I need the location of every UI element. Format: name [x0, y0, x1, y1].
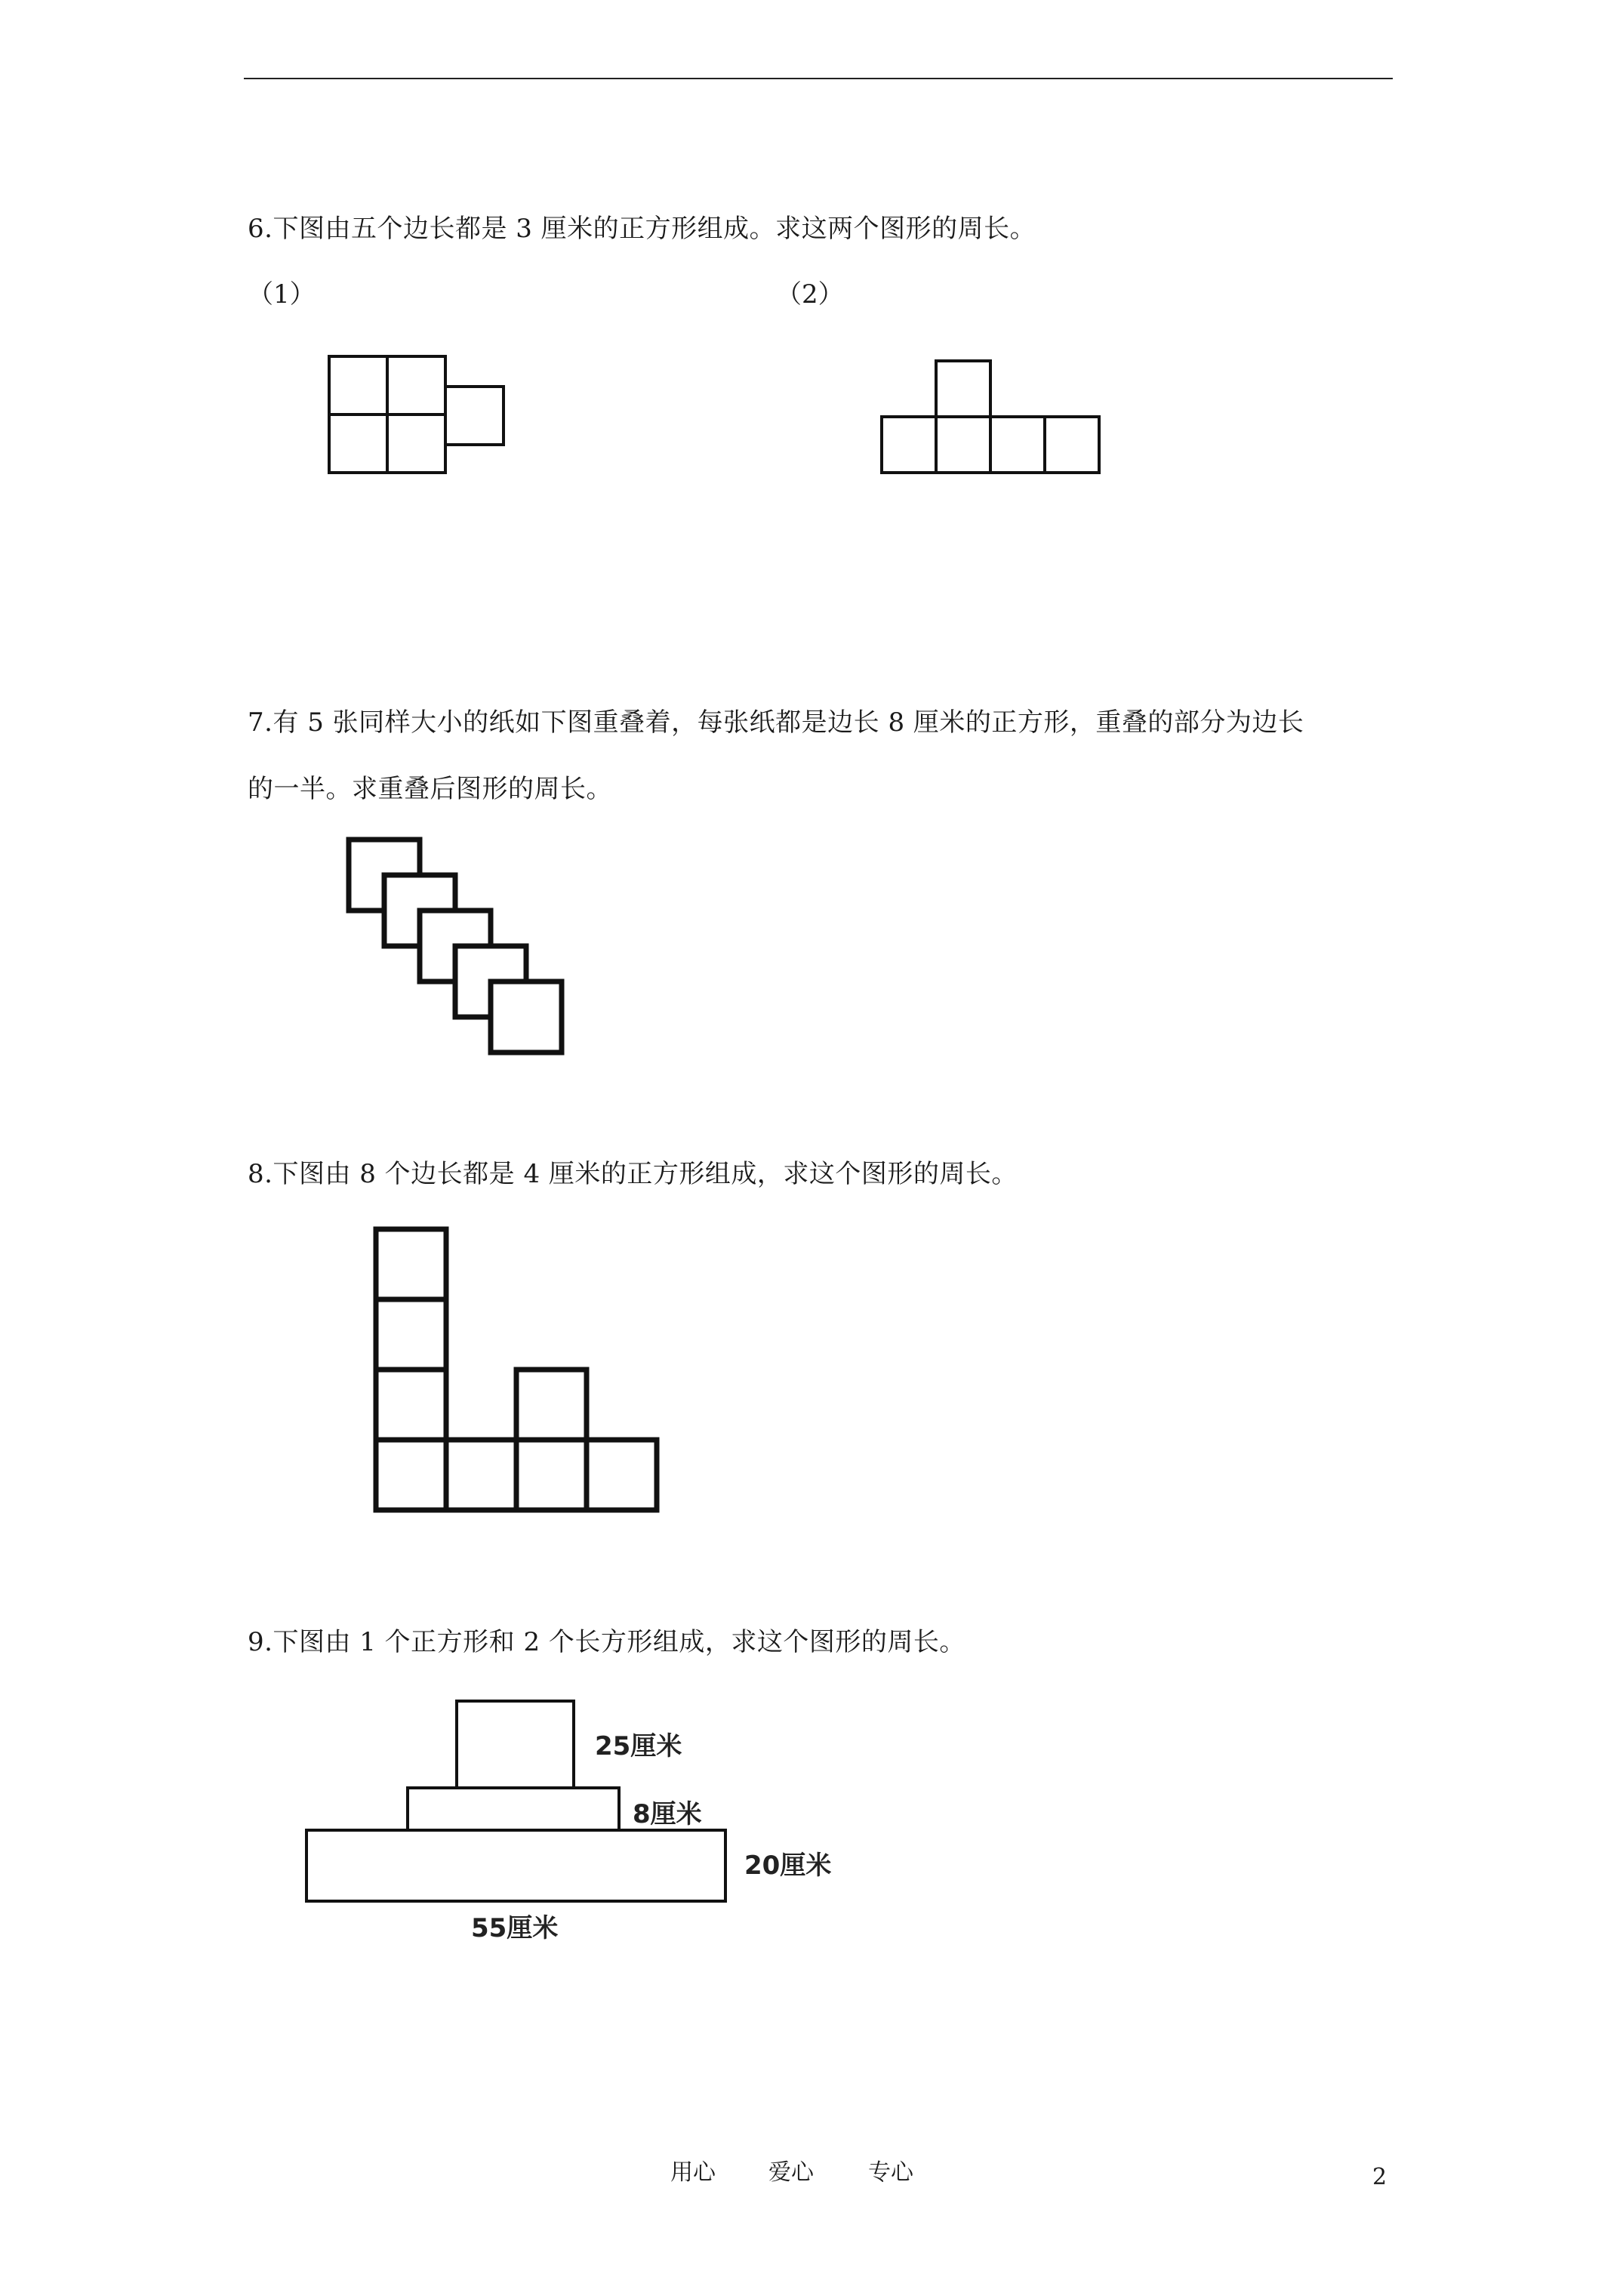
q6-figure-1 [325, 353, 513, 479]
q6-fig1-square [387, 415, 445, 473]
q9-label-55cm: 55厘米 [471, 1913, 559, 1943]
q8-square [376, 1370, 446, 1440]
q8-square [376, 1440, 446, 1510]
question-6-label-2: （2） [776, 279, 844, 310]
q6-figure-2 [876, 358, 1110, 479]
q9-label-20cm: 20厘米 [744, 1851, 832, 1881]
q7-figure-overlapping-papers [340, 831, 574, 1065]
question-9-text: 9.下图由 1 个正方形和 2 个长方形组成，求这个图形的周长。 [248, 1627, 965, 1657]
q9-label-8cm: 8厘米 [633, 1799, 702, 1829]
footer-word-yongxin: 用心 [670, 2159, 716, 2186]
q8-square [376, 1229, 446, 1299]
q8-square [516, 1370, 587, 1440]
q6-fig1-square [329, 356, 387, 415]
q8-square [376, 1299, 446, 1370]
question-7-line-1: 7.有 5 张同样大小的纸如下图重叠着，每张纸都是边长 8 厘米的正方形，重叠的部分为边长 [248, 707, 1304, 738]
q6-fig1-square [387, 356, 445, 415]
q9-top-square [457, 1701, 574, 1788]
q6-fig1-square [445, 387, 504, 445]
q8-square [446, 1440, 516, 1510]
q6-fig2-square [1045, 417, 1099, 473]
q6-fig2-square [936, 417, 990, 473]
q7-paper [491, 982, 562, 1052]
question-8-text: 8.下图由 8 个边长都是 4 厘米的正方形组成，求这个图形的周长。 [248, 1159, 1018, 1189]
q6-fig2-square [990, 417, 1045, 473]
q6-fig1-square [329, 415, 387, 473]
header-rule [244, 78, 1393, 79]
question-6-text: 6.下图由五个边长都是 3 厘米的正方形组成。求这两个图形的周长。 [248, 214, 1036, 244]
q9-label-25cm: 25厘米 [595, 1731, 682, 1761]
q9-middle-rectangle [408, 1788, 619, 1830]
q8-figure-l-shape [368, 1223, 663, 1518]
page-number: 2 [1372, 2164, 1387, 2190]
q9-bottom-rectangle [306, 1830, 725, 1901]
q8-square [587, 1440, 657, 1510]
q6-fig2-square [882, 417, 936, 473]
footer-word-zhuanxin: 专心 [868, 2159, 913, 2186]
question-6-label-1: （1） [248, 279, 316, 310]
question-7-line-2: 的一半。求重叠后图形的周长。 [248, 774, 612, 804]
q9-figure-stacked-rectangles [294, 1688, 868, 1960]
footer-word-aixin: 爱心 [768, 2159, 814, 2186]
q6-fig2-square [936, 361, 990, 417]
q8-square [516, 1440, 587, 1510]
